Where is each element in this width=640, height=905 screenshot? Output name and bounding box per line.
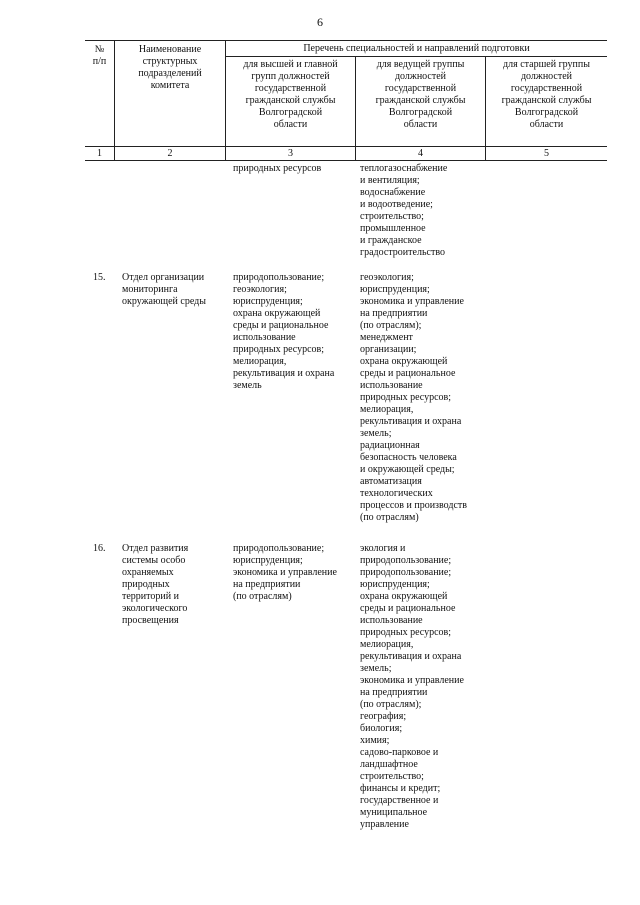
column-number-5: 5 <box>544 148 549 159</box>
header-col-name: Наименование структурных подразделений комитета <box>138 44 202 91</box>
table-top-border <box>85 40 607 41</box>
header-bottom-border <box>85 146 607 147</box>
row-15-name: Отдел организации мониторинга окружающей среды <box>122 272 206 307</box>
column-number-2: 2 <box>167 148 173 159</box>
row-16-col4: экология и природопользование; природопользование; юриспруденция; охрана окружающей среды и рациональное использование природных ресурсов; мелиорация, рекультивация и охрана земель; экономика и управление на предприятии (по отраслям); география; биология; химия; садово-парковое и ландшафтное строительство; финансы и кредит; государственное и муниципальное управление <box>360 543 464 830</box>
column-numbers-bottom-border <box>85 160 607 161</box>
row-continuation-col4: теплогазоснабжение и вентиляция; водоснабжение и водоотведение; строительство; промышленное и гражданское градостроительство <box>360 163 448 258</box>
header-col-group: Перечень специальностей и направлений подготовки <box>303 43 530 54</box>
column-number-4: 4 <box>418 148 423 159</box>
column-number-1: 1 <box>97 148 102 159</box>
row-16-number: 16. <box>93 543 106 554</box>
column-number-3: 3 <box>288 148 293 159</box>
header-col-number: № п/п <box>92 44 107 67</box>
page-number: 6 <box>317 15 323 29</box>
row-15-number: 15. <box>93 272 106 283</box>
row-continuation-col3: природных ресурсов <box>233 163 322 174</box>
row-15-col3: природопользование; геоэкология; юриспруденция; охрана окружающей среды и рациональное использование природных ресурсов; мелиорация, рекультивация и охрана земель <box>233 272 335 391</box>
row-16-name: Отдел развития системы особо охраняемых природных территорий и экологического просвещения <box>122 543 189 626</box>
row-16-col3: природопользование; юриспруденция; экономика и управление на предприятии (по отраслям) <box>233 543 337 602</box>
row-15-col4: геоэкология; юриспруденция; экономика и управление на предприятии (по отраслям); менеджмент организации; охрана окружающей среды и рациональное использование природных ресурсов; мелиорация, рекультивация и охрана земель; радиационная безопасность человека и окружающей среды; автоматизация технологических процессов и производств (по отраслям) <box>360 272 467 523</box>
header-col-senior-main: для высшей и главной групп должностей государственной гражданской службы Волгоградской области <box>243 59 338 130</box>
group-header-divider <box>225 56 607 57</box>
header-col-leading: для ведущей группы должностей государственной гражданской службы Волгоградской области <box>375 59 466 130</box>
header-col-senior: для старшей группы должностей государственной гражданской службы Волгоградской области <box>501 59 592 130</box>
